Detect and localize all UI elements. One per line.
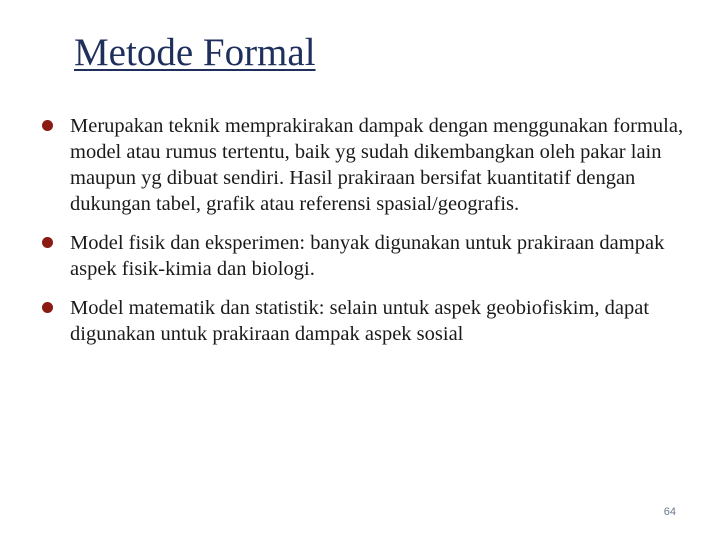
slide-title: Metode Formal xyxy=(74,31,316,74)
bullet-item xyxy=(38,113,698,217)
bullet-dot-icon xyxy=(42,237,53,248)
bullet-text: Model matematik dan statistik: selain untuk aspek geobiofiskim, dapat digunakan untuk prakiraan dampak aspek sosial xyxy=(70,297,650,345)
bullet-dot-icon xyxy=(42,302,53,313)
bullet-text: Model fisik dan eksperimen: banyak digunakan untuk prakiraan dampak aspek fisik-kimia dan biologi. xyxy=(70,232,665,280)
bullet-text: Merupakan teknik memprakirakan dampak dengan menggunakan formula, model atau rumus tertentu, baik yg sudah dikembangkan oleh pakar lain maupun yg dibuat sendiri. Hasil prakiraan bersifat kuantitatif dengan dukungan tabel, grafik atau referensi spasial/geografis. xyxy=(70,115,684,215)
bullet-list xyxy=(38,113,698,360)
page-number: 64 xyxy=(663,506,676,518)
bullet-item xyxy=(38,295,698,347)
bullet-dot-icon xyxy=(42,120,53,131)
bullet-item xyxy=(38,230,698,282)
